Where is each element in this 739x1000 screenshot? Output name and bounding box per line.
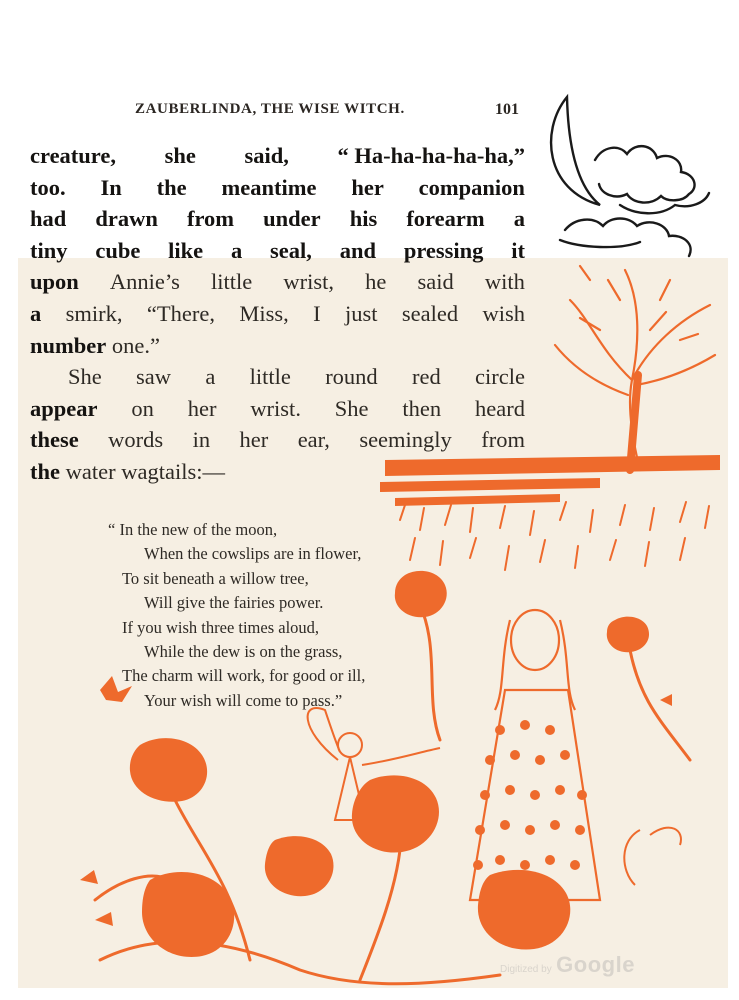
google-watermark <box>500 952 635 978</box>
word: her <box>351 174 384 200</box>
word: a <box>205 364 216 390</box>
word: water <box>65 458 116 484</box>
word: seemingly <box>359 427 452 453</box>
word: companion <box>418 174 525 200</box>
word: wrist. <box>250 395 301 421</box>
word: circle <box>475 364 525 390</box>
word: In <box>100 174 122 200</box>
text-line <box>30 393 525 425</box>
word: She <box>68 364 102 390</box>
poem-line: Your wish will come to pass.” <box>144 690 343 710</box>
text-line <box>30 456 525 488</box>
word: from <box>186 206 235 232</box>
word: just <box>345 300 378 326</box>
word: these <box>30 427 79 453</box>
word: little <box>211 269 253 295</box>
word: she <box>164 143 196 168</box>
word: cube <box>95 237 141 263</box>
word: creature, <box>30 143 117 168</box>
word: wrist, <box>283 269 335 295</box>
reeds <box>400 502 709 570</box>
word: sealed <box>401 300 459 326</box>
word: her <box>239 427 269 453</box>
digitized-label: Digitized by <box>500 964 552 975</box>
text-line <box>30 266 525 298</box>
word: “ Ha-ha-ha-ha-ha,” <box>337 143 525 168</box>
word: drawn <box>95 206 158 232</box>
word: with <box>484 269 525 295</box>
word: smirk, <box>65 300 123 326</box>
word: red <box>411 364 441 390</box>
word: under <box>263 206 321 232</box>
word: one.” <box>111 332 160 358</box>
word: too. <box>30 174 66 200</box>
word: her <box>187 395 217 421</box>
word: Miss, <box>239 300 289 326</box>
word: round <box>325 364 378 390</box>
crescent-moon-icon <box>551 97 600 205</box>
word: Annie’s <box>109 269 180 295</box>
word: words <box>108 427 164 453</box>
page-number: 101 <box>495 101 519 118</box>
word: on <box>131 395 154 421</box>
word: he <box>365 269 387 295</box>
running-head: ZAUBERLINDA, THE WISE WITCH. <box>135 101 405 117</box>
word: seal, <box>270 237 312 263</box>
poem-line: “ In the new of the moon, <box>108 520 278 539</box>
text-line <box>30 361 525 393</box>
poem-line: Will give the fairies power. <box>144 593 324 613</box>
word: from <box>481 427 525 453</box>
word: said <box>417 269 454 295</box>
word: She <box>334 395 369 421</box>
word: the <box>156 174 187 200</box>
poem <box>108 518 365 713</box>
word: forearm <box>406 206 485 232</box>
word: like <box>168 237 204 263</box>
text-line <box>30 330 525 362</box>
word: heard <box>475 395 525 421</box>
word: said, <box>244 143 289 168</box>
word: ear, <box>297 427 330 453</box>
word: wagtails:— <box>121 458 225 484</box>
word: it <box>511 237 525 263</box>
word: pressing <box>403 237 484 263</box>
poem-line: When the cowslips are in flower, <box>144 544 362 564</box>
word: number <box>30 332 107 358</box>
word: saw <box>136 364 172 390</box>
word: a <box>30 300 42 326</box>
willow-tree-icon <box>555 266 715 470</box>
word: I <box>313 300 321 326</box>
text-line <box>30 172 525 204</box>
word: appear <box>30 395 98 421</box>
text-line <box>30 235 525 267</box>
word: little <box>249 364 291 390</box>
word: a <box>230 237 243 263</box>
google-logo: Google <box>556 952 635 977</box>
text-line <box>30 140 525 172</box>
word: the <box>30 458 60 484</box>
body-text <box>30 140 525 488</box>
word: “There, <box>146 300 215 326</box>
word: had <box>30 206 67 232</box>
word: wish <box>482 300 525 326</box>
text-line <box>30 203 525 235</box>
poem-line: To sit beneath a willow tree, <box>122 568 309 588</box>
poem-line: While the dew is on the grass, <box>144 642 343 662</box>
word: then <box>402 395 442 421</box>
text-line <box>30 298 525 330</box>
poem-line: The charm will work, for good or ill, <box>122 666 366 686</box>
word: in <box>192 427 211 453</box>
word: meantime <box>221 174 317 200</box>
poem-line: If you wish three times aloud, <box>122 617 320 637</box>
cloud-icon <box>560 146 709 256</box>
word: upon <box>30 269 79 295</box>
dress-dots <box>473 720 587 870</box>
text-line <box>30 424 525 456</box>
girl-figure-icon <box>470 610 600 900</box>
word: and <box>339 237 376 263</box>
word: his <box>349 206 378 232</box>
word: a <box>513 206 525 232</box>
word: tiny <box>30 237 68 263</box>
